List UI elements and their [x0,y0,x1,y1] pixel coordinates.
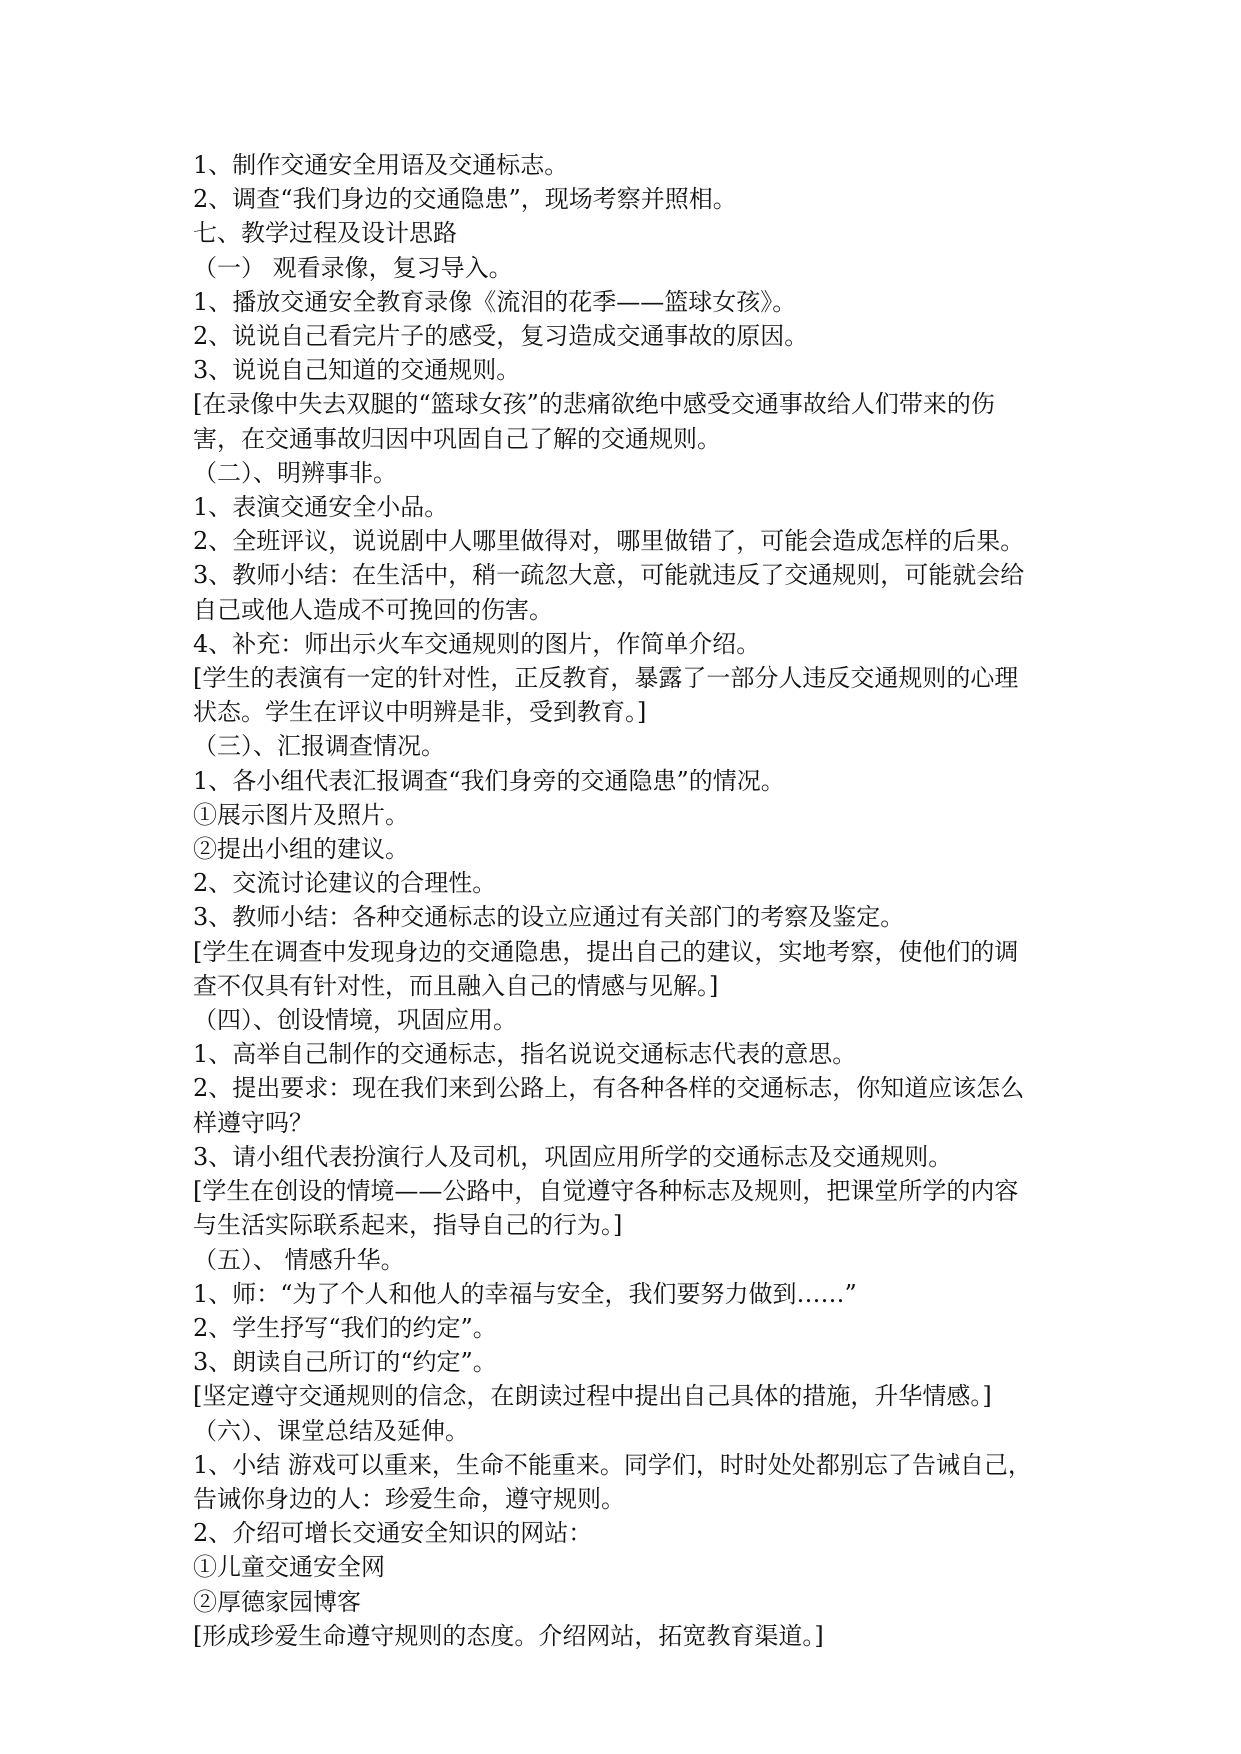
text-line: （五）、 情感升华。 [193,1245,405,1274]
text-line: 1、高举自己制作的交通标志，指名说说交通标志代表的意思。 [193,1040,857,1069]
text-line: （六）、课堂总结及延伸。 [193,1416,469,1445]
text-line: 告诫你身边的人：珍爱生命，遵守规则。 [193,1484,625,1513]
text-line: 1、表演交通安全小品。 [193,493,449,522]
text-line: [学生在调查中发现身边的交通隐患，提出自己的建议，实地考察，使他们的调 [193,937,1019,966]
text-line: 1、小结 游戏可以重来，生命不能重来。同学们，时时处处都别忘了告诫自己， [193,1450,1032,1479]
text-line: ①儿童交通安全网 [193,1553,385,1582]
text-line: ①展示图片及照片。 [193,800,409,829]
text-line: ②厚德家园博客 [193,1587,361,1616]
text-line: [在录像中失去双腿的“篮球女孩”的悲痛欲绝中感受交通事故给人们带来的伤 [193,390,995,419]
text-line: 1、播放交通安全教育录像《流泪的花季——篮球女孩》。 [193,287,797,316]
text-line: [坚定遵守交通规则的信念，在朗读过程中提出自己具体的措施，升华情感。] [193,1382,992,1411]
document-body [193,148,1063,1653]
text-line: 样遵守吗？ [193,1108,313,1137]
text-line: 2、全班评议，说说剧中人哪里做得对，哪里做错了，可能会造成怎样的后果。 [193,527,1025,556]
text-line: 4、补充：师出示火车交通规则的图片，作简单介绍。 [193,629,761,658]
text-line: （一） 观看录像，复习导入。 [193,253,513,282]
text-line: 2、介绍可增长交通安全知识的网站： [193,1519,593,1548]
text-line: 2、交流讨论建议的合理性。 [193,869,497,898]
text-line: [学生在创设的情境——公路中，自觉遵守各种标志及规则，把课堂所学的内容 [193,1177,1019,1206]
text-line: 2、学生抒写“我们的约定”。 [193,1313,497,1342]
text-line: 3、说说自己知道的交通规则。 [193,356,521,385]
text-line: 状态。学生在评议中明辨是非，受到教育。] [193,698,647,727]
text-line: 2、调查“我们身边的交通隐患”，现场考察并照相。 [193,185,737,214]
text-line: 查不仅具有针对性，而且融入自己的情感与见解。] [193,971,719,1000]
text-line: 2、提出要求：现在我们来到公路上，有各种各样的交通标志，你知道应该怎么 [193,1074,1025,1103]
text-line: 3、教师小结：各种交通标志的设立应通过有关部门的考察及鉴定。 [193,903,905,932]
text-line: 3、请小组代表扮演行人及司机，巩固应用所学的交通标志及交通规则。 [193,1142,953,1171]
text-line: 自己或他人造成不可挽回的伤害。 [193,595,553,624]
text-line: 1、制作交通安全用语及交通标志。 [193,151,569,179]
text-line: （三）、汇报调查情况。 [193,732,445,761]
text-line: 3、朗读自己所订的“约定”。 [193,1348,497,1377]
text-line: 2、说说自己看完片子的感受，复习造成交通事故的原因。 [193,322,809,351]
text-line: 害，在交通事故归因中巩固自己了解的交通规则。 [193,424,721,453]
text-line: 与生活实际联系起来，指导自己的行为。] [193,1211,623,1240]
text-line: ②提出小组的建议。 [193,835,409,864]
text-line: [学生的表演有一定的针对性，正反教育，暴露了一部分人违反交通规则的心理 [193,664,1019,693]
text-line: 1、师：“为了个人和他人的幸福与安全，我们要努力做到……” [193,1279,857,1308]
text-line: （四）、创设情境，巩固应用。 [193,1006,517,1035]
text-line: 1、各小组代表汇报调查“我们身旁的交通隐患”的情况。 [193,766,785,795]
text-line: 七、教学过程及设计思路 [193,219,457,248]
text-line: 3、教师小结：在生活中，稍一疏忽大意，可能就违反了交通规则，可能就会给 [193,561,1025,590]
text-line: （二）、明辨事非。 [193,458,397,487]
text-line: [形成珍爱生命遵守规则的态度。介绍网站，拓宽教育渠道。] [193,1621,824,1650]
